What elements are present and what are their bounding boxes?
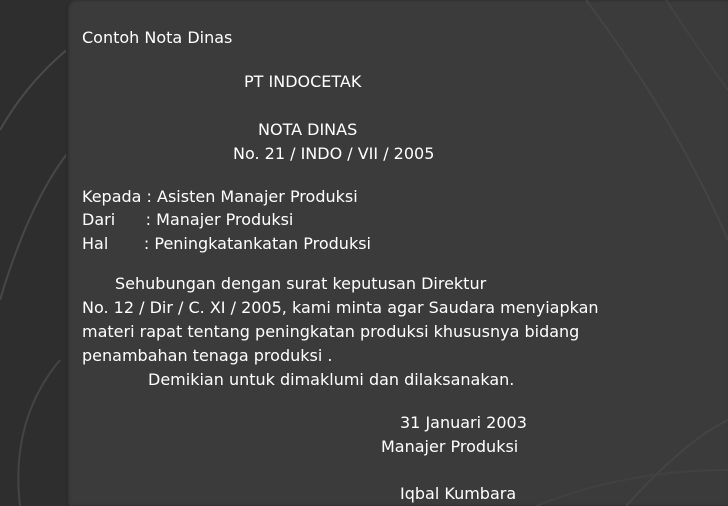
signer-title: Manajer Produksi	[381, 437, 519, 456]
body-line-3: materi rapat tentang peningkatan produksi khususnya bidang	[82, 322, 580, 341]
slide-heading: Contoh Nota Dinas	[82, 28, 233, 47]
recipient-line: Kepada : Asisten Manajer Produksi	[82, 187, 358, 206]
closing-line: Demikian untuk dimaklumi dan dilaksanakan.	[148, 370, 515, 389]
sender-line: Dari : Manajer Produksi	[82, 210, 294, 229]
body-line-2: No. 12 / Dir / C. XI / 2005, kami minta agar Saudara menyiapkan	[82, 298, 599, 317]
company-name: PT INDOCETAK	[244, 72, 362, 91]
document-type: NOTA DINAS	[258, 120, 358, 139]
signer-name: Iqbal Kumbara	[400, 484, 517, 503]
body-line-4: penambahan tenaga produksi .	[82, 346, 333, 365]
subject-line: Hal : Peningkatankatan Produksi	[82, 234, 371, 253]
letter-date: 31 Januari 2003	[400, 413, 527, 432]
body-line-1: Sehubungan dengan surat keputusan Direktur	[115, 274, 487, 293]
document-number: No. 21 / INDO / VII / 2005	[233, 144, 435, 163]
